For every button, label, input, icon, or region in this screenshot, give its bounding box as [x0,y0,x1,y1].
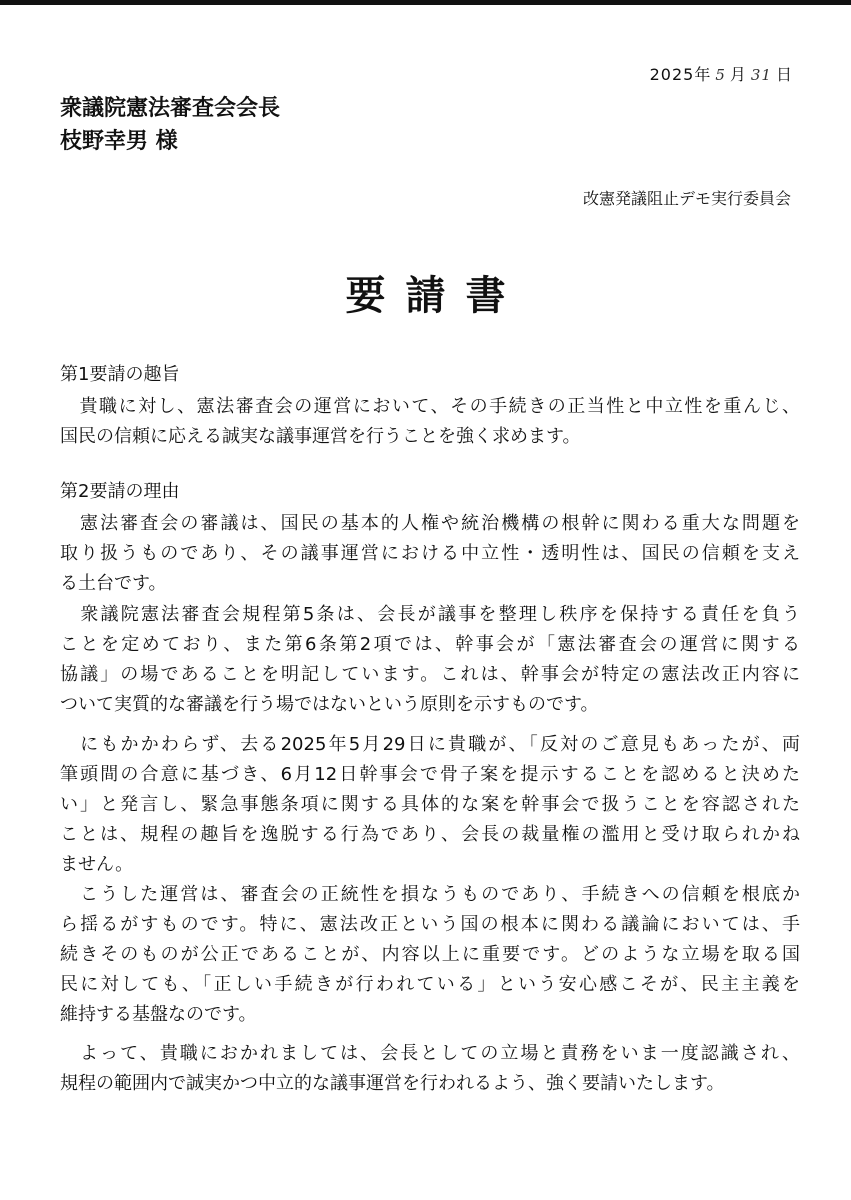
paragraph-line: 筆頭間の合意に基づき、6月12日幹事会で骨子案を提示することを認めると決めた [60,764,800,785]
paragraph-line: る土台です。 [60,573,167,594]
paragraph-line: ついて実質的な審議を行う場ではないという原則を示すものです。 [60,694,599,715]
document-title: 要請書 [345,273,526,319]
paragraph-line: 取り扱うものであり、その議事運営における中立性・透明性は、国民の信頼を支え [60,543,800,564]
date-day-handwritten: 31 [750,66,772,84]
document-date [650,62,793,85]
paragraph-line: ことは、規程の趣旨を逸脱する行為であり、会長の裁量権の濫用と受け取られかね [60,824,800,845]
addressee-block [60,92,280,158]
paragraph-purpose [60,392,800,452]
paragraph-line: 協議」の場であることを明記しています。これは、幹事会が特定の憲法改正内容に [60,664,800,685]
addressee-title: 衆議院憲法審査会会長 [60,96,281,121]
section-heading-purpose: 第1要請の趣旨 [60,364,180,385]
paragraph-line: ません。 [60,854,134,875]
date-year: 2025年 [649,65,712,84]
paragraph-line: 衆議院憲法審査会規程第5条は、会長が議事を整理し秩序を保持する責任を負う [60,604,800,625]
paragraph-line: ことを定めており、また第6条第2項では、幹事会が「憲法審査会の運営に関する [60,634,800,655]
paragraph-line: 国民の信頼に応える誠実な議事運営を行うことを強く求めます。 [60,426,581,447]
paragraph-line: よって、貴職におかれましては、会長としての立場と責務をいま一度認識され、 [60,1043,800,1064]
paragraph-line: ら揺るがすものです。特に、憲法改正という国の根本に関わる議論においては、手 [60,914,800,935]
paragraph-line: 規程の範囲内で誠実かつ中立的な議事運営を行われるよう、強く要請いたします。 [60,1073,725,1094]
date-day-label: 日 [775,65,793,84]
paragraph-reason-5 [60,1039,800,1099]
paragraph-line: い」と発言し、緊急事態条項に関する具体的な案を幹事会で扱うことを容認された [60,794,800,815]
date-month-label: 月 [729,65,747,84]
paragraph-line: 維持する基盤なのです。 [60,1004,257,1025]
paragraph-line: 憲法審査会の審議は、国民の基本的人権や統治機構の根幹に関わる重大な問題を [60,513,800,534]
sender-organization: 改憲発議阻止デモ実行委員会 [582,189,791,208]
addressee-name: 枝野幸男 様 [60,129,178,154]
paragraph-line: こうした運営は、審査会の正統性を損なうものであり、手続きへの信頼を根底か [60,884,800,905]
paragraph-reason-2 [60,600,800,720]
paragraph-reason-3 [60,730,800,880]
section-heading-reason: 第2要請の理由 [60,481,180,502]
paragraph-line: 貴職に対し、憲法審査会の運営において、その手続きの正当性と中立性を重んじ、 [60,396,800,417]
paragraph-line: 民に対しても、「正しい手続きが行われている」という安心感こそが、民主主義を [60,974,800,995]
paragraph-reason-4 [60,880,800,1030]
top-border-rule [0,0,851,5]
paragraph-line: 続きそのものが公正であることが、内容以上に重要です。どのような立場を取る国 [60,944,800,965]
date-month-handwritten: 5 [715,66,726,84]
paragraph-line: にもかかわらず、去る2025年5月29日に貴職が、「反対のご意見もあったが、両 [60,734,800,755]
paragraph-reason-1 [60,509,800,599]
